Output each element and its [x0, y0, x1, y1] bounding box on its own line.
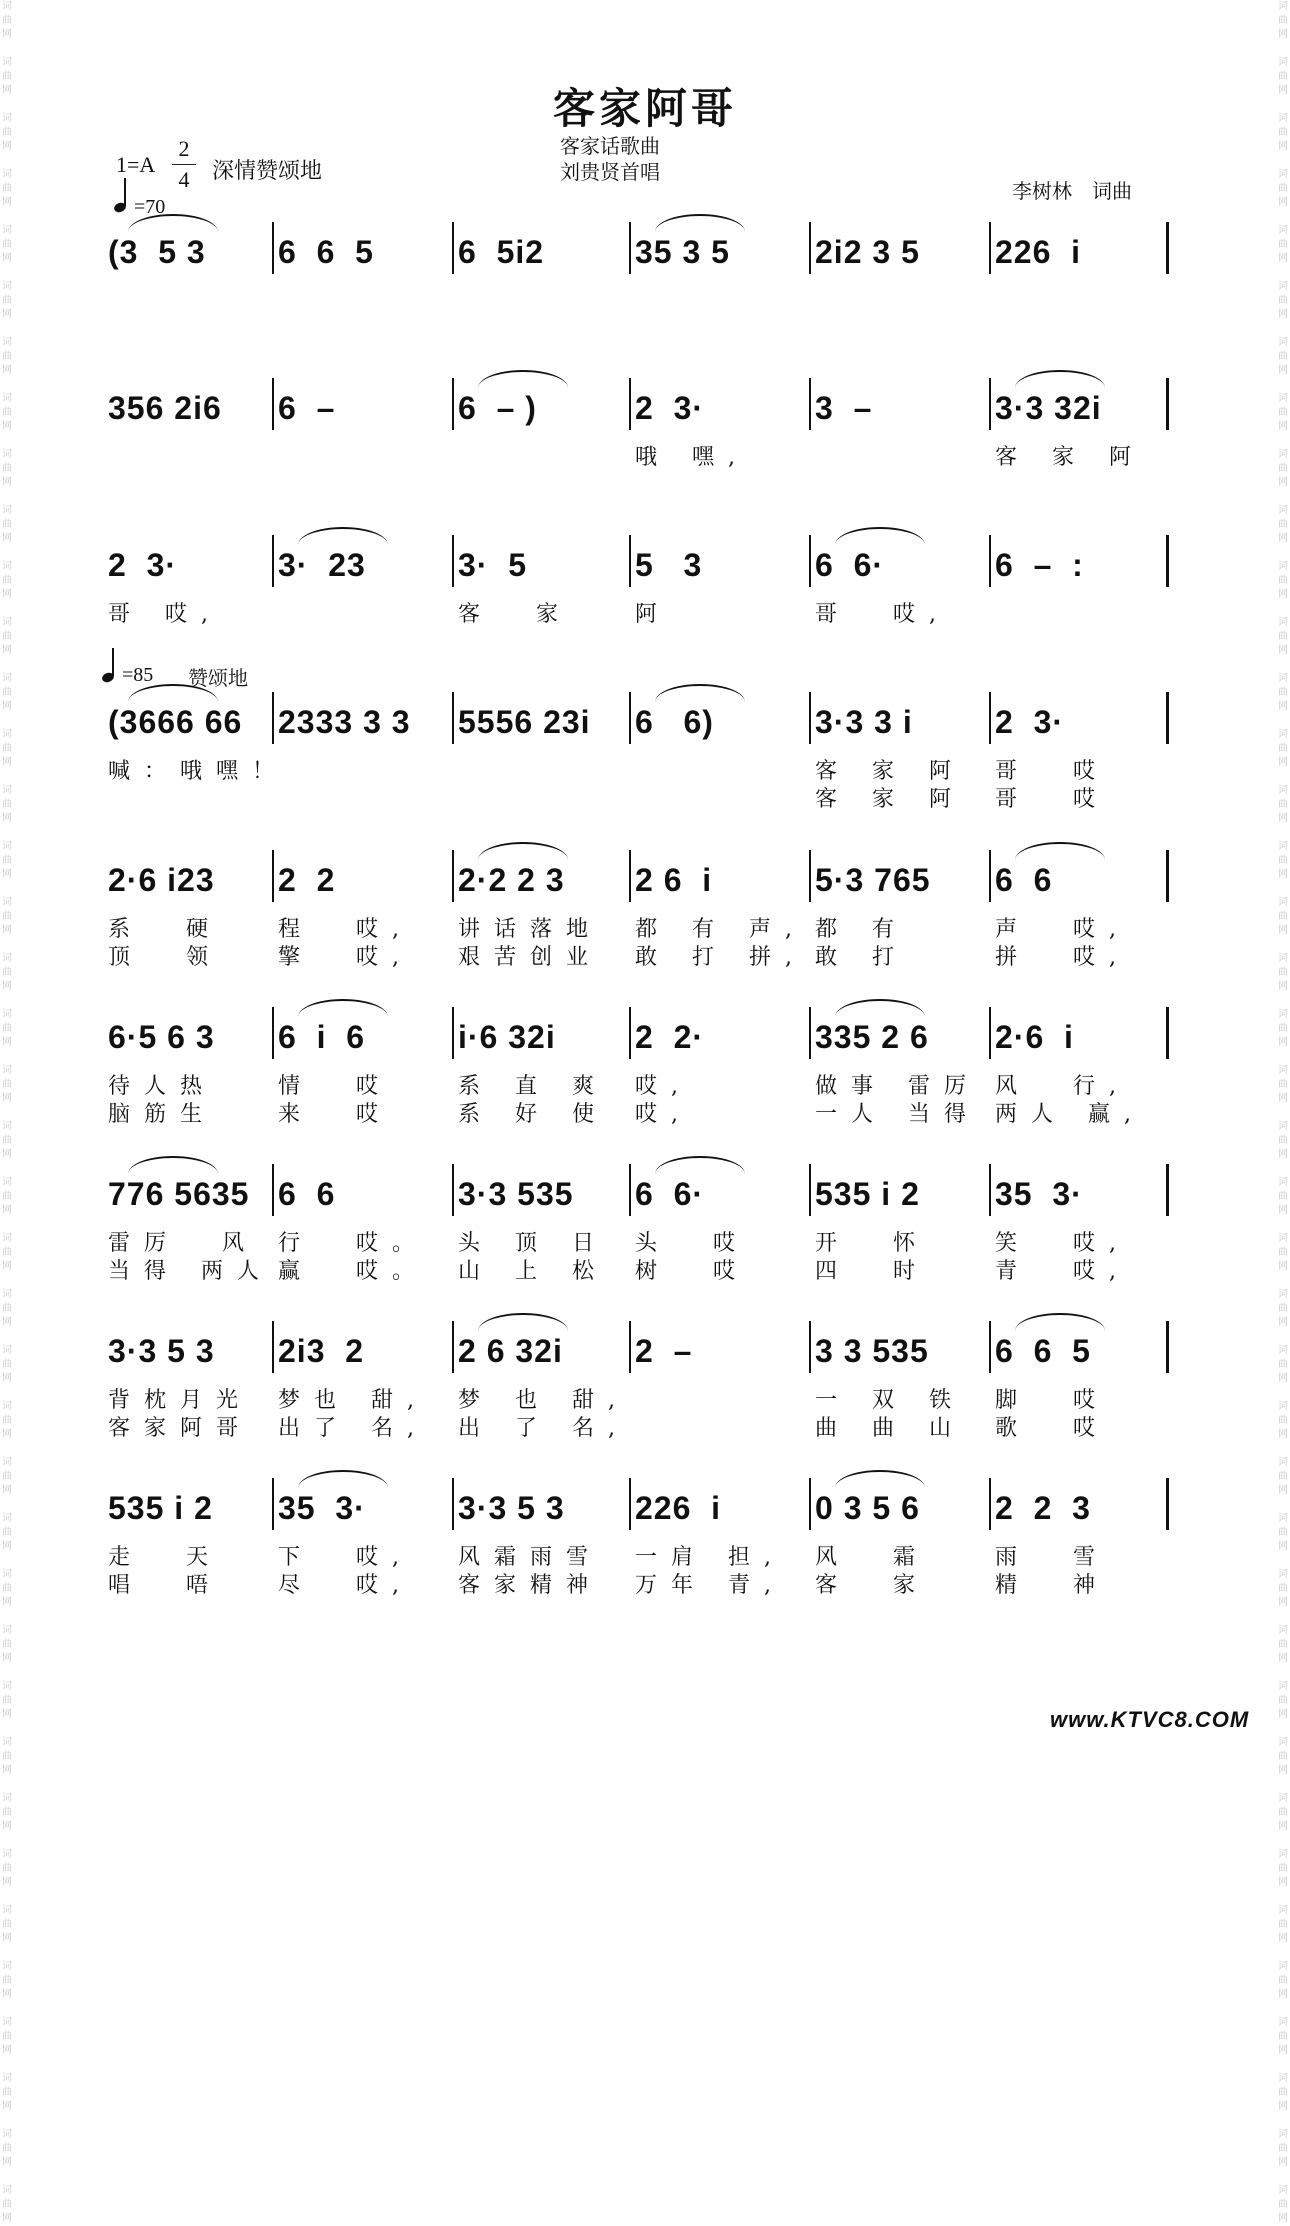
- measure-notes: 6 6: [278, 1176, 336, 1212]
- measure-notes: 6 – :: [995, 547, 1084, 583]
- lyric-text: 一人 当得: [815, 1102, 980, 1127]
- measure-notes: 2i2 3 5: [815, 234, 920, 270]
- bar-line: [452, 222, 454, 274]
- lyric-text: 脑筋生: [108, 1102, 217, 1127]
- measure-notes: i·6 32i: [458, 1019, 556, 1055]
- subtitle-genre: 客家话歌曲: [560, 134, 660, 158]
- bar-line: [629, 1321, 631, 1373]
- lyric-text: 哎,: [635, 1074, 692, 1099]
- bar-line: [989, 378, 991, 430]
- slur-mark: [1015, 370, 1105, 388]
- bar-line: [452, 850, 454, 902]
- lyric-text: 背枕月光: [108, 1388, 253, 1413]
- lyric-text: 行 哎。: [278, 1231, 428, 1256]
- measure-notes: 35 3 5: [635, 234, 730, 270]
- bar-line: [272, 378, 274, 430]
- bar-line: [272, 1321, 274, 1373]
- lyric-text: 待人热: [108, 1074, 217, 1099]
- tempo-marking: =70: [134, 196, 166, 218]
- bar-line: [989, 222, 991, 274]
- measure-notes: 2 6 32i: [458, 1333, 563, 1369]
- measure-notes: 6 6·: [815, 547, 885, 583]
- measure-notes: 2·6 i23: [108, 862, 215, 898]
- lyric-text: 精 神: [995, 1573, 1109, 1598]
- measure-notes: 2i3 2: [278, 1333, 365, 1369]
- bar-line: [989, 1478, 991, 1530]
- time-denominator: 4: [178, 167, 190, 192]
- lyric-text: 赢 哎。: [278, 1259, 428, 1284]
- measure-notes: 335 2 6: [815, 1019, 929, 1055]
- measure-notes: 2 –: [635, 1333, 693, 1369]
- slur-mark: [478, 370, 568, 388]
- measure-notes: 35 3·: [995, 1176, 1083, 1212]
- measure-notes: 3· 5: [458, 547, 528, 583]
- bar-line: [452, 1007, 454, 1059]
- lyric-text: 都 有 声,: [635, 917, 806, 942]
- lyric-text: 敢 打: [815, 945, 908, 970]
- lyric-text: 做事 雷厉: [815, 1074, 980, 1099]
- lyric-text: 客 家 阿: [815, 787, 965, 812]
- measure-notes: 6 i 6: [278, 1019, 366, 1055]
- bar-line: [809, 1321, 811, 1373]
- key-signature: 1=A: [116, 152, 156, 177]
- bar-line: [1166, 1478, 1169, 1530]
- composer-credit: 李树林 词曲: [1012, 179, 1132, 203]
- lyric-text: 当得 两人: [108, 1259, 273, 1284]
- measure-notes: 6 –: [278, 390, 336, 426]
- lyric-text: 擎 哎,: [278, 945, 413, 970]
- lyric-text: 唱 唔: [108, 1573, 222, 1598]
- lyric-text: 客 家: [815, 1573, 929, 1598]
- slur-mark: [478, 842, 568, 860]
- measure-notes: (3 5 3: [108, 234, 206, 270]
- measure-notes: 3·3 5 3: [108, 1333, 215, 1369]
- bar-line: [272, 1007, 274, 1059]
- lyric-text: 客 家 阿: [995, 445, 1145, 470]
- side-watermark-left: 词 曲 网 词 曲 网 词 曲 网 词 曲 网 词 曲 网 词 曲 网 词 曲 网 词 曲 网 词 曲 网 词 曲 网 词 曲 网 词 曲 网 词 曲 网 词 曲 网 词 曲 网 词 曲 网 词 曲 网 词 曲 网 词 曲 网 词 曲 网 词 曲 网 词 曲 网 词 曲 网 词 曲 网 词 曲 网 词 曲 网 词 曲 网 词 曲 网 词 曲 网 词 曲 网 词 曲 网 词 曲 网 词 曲 网 词 曲 网 词 曲 网 词 曲 网 词 曲 网 词 曲 网 词 曲 网 词 曲 网: [2, 1, 12, 2224]
- song-title: 客家阿哥: [552, 84, 737, 133]
- bar-line: [1166, 692, 1169, 744]
- time-numerator: 2: [178, 136, 190, 161]
- bar-line: [809, 535, 811, 587]
- lyric-text: 脚 哎: [995, 1388, 1109, 1413]
- bar-line: [452, 1321, 454, 1373]
- lyric-text: 客家精神: [458, 1573, 603, 1598]
- measure-notes: 6 6): [635, 704, 714, 740]
- bar-line: [1166, 1164, 1169, 1216]
- lyric-text: 梦也 甜,: [278, 1388, 428, 1413]
- lyric-text: 艰苦创业: [458, 945, 603, 970]
- measure-notes: 6·5 6 3: [108, 1019, 215, 1055]
- bar-line: [809, 1007, 811, 1059]
- bar-line: [272, 1164, 274, 1216]
- measure-notes: 5 3: [635, 547, 703, 583]
- slur-mark: [1015, 842, 1105, 860]
- bar-line: [809, 850, 811, 902]
- tempo-marking-2: =85: [122, 664, 154, 686]
- bar-line: [629, 850, 631, 902]
- bar-line: [629, 1478, 631, 1530]
- lyric-text: 梦 也 甜,: [458, 1388, 629, 1413]
- lyric-text: 来 哎: [278, 1102, 392, 1127]
- slur-mark: [835, 999, 925, 1017]
- bar-line: [452, 378, 454, 430]
- lyric-text: 树 哎: [635, 1259, 749, 1284]
- expression-mark: 深情赞颂地: [212, 159, 323, 184]
- measure-notes: 2 6 i: [635, 862, 713, 898]
- bar-line: [629, 222, 631, 274]
- lyric-text: 出了 名,: [278, 1416, 428, 1441]
- measure-notes: 3·3 535: [458, 1176, 574, 1212]
- bar-line: [272, 1478, 274, 1530]
- measure-notes: 6 5i2: [458, 234, 545, 270]
- measure-notes: 3 3 535: [815, 1333, 929, 1369]
- measure-notes: 6 – ): [458, 390, 537, 426]
- measure-notes: 5556 23i: [458, 704, 591, 740]
- lyric-text: 山 上 松: [458, 1259, 608, 1284]
- lyric-text: 哎,: [635, 1102, 692, 1127]
- bar-line: [452, 535, 454, 587]
- slur-mark: [298, 527, 388, 545]
- bar-line: [272, 692, 274, 744]
- bar-line: [809, 1164, 811, 1216]
- lyric-text: 系 硬: [108, 917, 222, 942]
- lyric-text: 走 天: [108, 1545, 222, 1570]
- lyric-text: 青 哎,: [995, 1259, 1130, 1284]
- bar-line: [452, 1164, 454, 1216]
- measure-notes: 3·3 3 i: [815, 704, 913, 740]
- lyric-text: 客 家 阿: [815, 759, 965, 784]
- lyric-text: 风霜雨雪: [458, 1545, 603, 1570]
- lyric-text: 哥 哎: [995, 787, 1109, 812]
- measure-notes: 2·6 i: [995, 1019, 1074, 1055]
- lyric-text: 雷厉 风: [108, 1231, 258, 1256]
- bar-line: [272, 535, 274, 587]
- measure-notes: 2333 3 3: [278, 704, 411, 740]
- slur-mark: [1015, 1313, 1105, 1331]
- bar-line: [809, 692, 811, 744]
- lyric-text: 下 哎,: [278, 1545, 413, 1570]
- lyric-text: 出 了 名,: [458, 1416, 629, 1441]
- lyric-text: 哥 哎,: [815, 602, 950, 627]
- bar-line: [1166, 1321, 1169, 1373]
- slur-mark: [835, 1470, 925, 1488]
- time-divider: [172, 164, 196, 165]
- bar-line: [989, 1007, 991, 1059]
- bar-line: [989, 1164, 991, 1216]
- lyric-text: 哥 哎,: [108, 602, 222, 627]
- lyric-text: 歌 哎: [995, 1416, 1109, 1441]
- measure-notes: 356 2i6: [108, 390, 222, 426]
- slur-mark: [655, 214, 745, 232]
- lyric-text: 都 有: [815, 917, 908, 942]
- bar-line: [272, 850, 274, 902]
- expression-mark-2: 赞颂地: [188, 666, 248, 690]
- measure-notes: 2 3·: [108, 547, 178, 583]
- bar-line: [989, 1321, 991, 1373]
- lyric-text: 系 好 使: [458, 1102, 608, 1127]
- bar-line: [629, 378, 631, 430]
- bar-line: [809, 222, 811, 274]
- lyric-text: 哥 哎: [995, 759, 1109, 784]
- subtitle-singer: 刘贵贤首唱: [560, 160, 660, 184]
- measure-notes: 3·3 5 3: [458, 1490, 565, 1526]
- lyric-text: 敢 打 拼,: [635, 945, 806, 970]
- measure-notes: 2·2 2 3: [458, 862, 565, 898]
- measure-notes: 226 i: [635, 1490, 722, 1526]
- bar-line: [452, 1478, 454, 1530]
- side-watermark-right: 词 曲 网 词 曲 网 词 曲 网 词 曲 网 词 曲 网 词 曲 网 词 曲 网 词 曲 网 词 曲 网 词 曲 网 词 曲 网 词 曲 网 词 曲 网 词 曲 网 词 曲 网 词 曲 网 词 曲 网 词 曲 网 词 曲 网 词 曲 网 词 曲 网 词 曲 网 词 曲 网 词 曲 网 词 曲 网 词 曲 网 词 曲 网 词 曲 网 词 曲 网 词 曲 网 词 曲 网 词 曲 网 词 曲 网 词 曲 网 词 曲 网 词 曲 网 词 曲 网 词 曲 网 词 曲 网 词 曲 网: [1278, 1, 1288, 2224]
- lyric-text: 拼 哎,: [995, 945, 1130, 970]
- lyric-text: 喊：哦嘿！: [108, 759, 289, 784]
- measure-notes: 6 6 5: [278, 234, 374, 270]
- slur-mark: [655, 684, 745, 702]
- measure-notes: 2 2 3: [995, 1490, 1091, 1526]
- bar-line: [809, 378, 811, 430]
- lyric-text: 情 哎: [278, 1074, 392, 1099]
- lyric-text: 两人 赢,: [995, 1102, 1145, 1127]
- lyric-text: 曲 曲 山: [815, 1416, 965, 1441]
- lyric-text: 头 哎: [635, 1231, 749, 1256]
- bar-line: [1166, 535, 1169, 587]
- bar-line: [1166, 1007, 1169, 1059]
- measure-notes: 35 3·: [278, 1490, 366, 1526]
- measure-notes: 2 2·: [635, 1019, 705, 1055]
- slur-mark: [298, 1470, 388, 1488]
- lyric-text: 风 霜: [815, 1545, 929, 1570]
- measure-notes: 6 6·: [635, 1176, 705, 1212]
- lyric-text: 系 直 爽: [458, 1074, 608, 1099]
- lyric-text: 四 时: [815, 1259, 929, 1284]
- slur-mark: [655, 1156, 745, 1174]
- measure-notes: 6 6: [995, 862, 1053, 898]
- bar-line: [629, 1007, 631, 1059]
- lyric-text: 开 怀: [815, 1231, 929, 1256]
- measure-notes: 2 3·: [635, 390, 705, 426]
- quarter-note-icon-stem-2: [112, 648, 114, 676]
- measure-notes: 6 6 5: [995, 1333, 1091, 1369]
- slur-mark: [478, 1313, 568, 1331]
- site-watermark: www.KTVC8.COM: [1050, 1707, 1250, 1732]
- lyric-text: 尽 哎,: [278, 1573, 413, 1598]
- lyric-text: 哦 嘿,: [635, 445, 749, 470]
- measure-notes: 5·3 765: [815, 862, 931, 898]
- slur-mark: [128, 1156, 218, 1174]
- lyric-text: 客 家: [458, 602, 572, 627]
- measure-notes: 535 i 2: [815, 1176, 920, 1212]
- lyric-text: 一肩 担,: [635, 1545, 785, 1570]
- bar-line: [1166, 378, 1169, 430]
- lyric-text: 客家阿哥: [108, 1416, 253, 1441]
- measure-notes: 2 2: [278, 862, 336, 898]
- lyric-text: 万年 青,: [635, 1573, 785, 1598]
- measure-notes: 2 3·: [995, 704, 1065, 740]
- lyric-text: 阿: [635, 602, 672, 627]
- slur-mark: [835, 527, 925, 545]
- bar-line: [629, 1164, 631, 1216]
- bar-line: [989, 850, 991, 902]
- lyric-text: 雨 雪: [995, 1545, 1109, 1570]
- bar-line: [629, 535, 631, 587]
- measure-notes: 3·3 32i: [995, 390, 1102, 426]
- measure-notes: 0 3 5 6: [815, 1490, 920, 1526]
- bar-line: [989, 535, 991, 587]
- measure-notes: 3· 23: [278, 547, 366, 583]
- bar-line: [629, 692, 631, 744]
- lyric-text: 风 行,: [995, 1074, 1130, 1099]
- measure-notes: 535 i 2: [108, 1490, 213, 1526]
- bar-line: [989, 692, 991, 744]
- measure-notes: (3666 66: [108, 704, 243, 740]
- lyric-text: 头 顶 日: [458, 1231, 608, 1256]
- slur-mark: [298, 999, 388, 1017]
- bar-line: [809, 1478, 811, 1530]
- lyric-text: 顶 领: [108, 945, 222, 970]
- lyric-text: 程 哎,: [278, 917, 413, 942]
- measure-notes: 3 –: [815, 390, 873, 426]
- bar-line: [1166, 850, 1169, 902]
- lyric-text: 声 哎,: [995, 917, 1130, 942]
- bar-line: [272, 222, 274, 274]
- time-signature: [170, 134, 198, 195]
- measure-notes: 226 i: [995, 234, 1082, 270]
- bar-line: [452, 692, 454, 744]
- bar-line: [1166, 222, 1169, 274]
- lyric-text: 讲话落地: [458, 917, 603, 942]
- lyric-text: 笑 哎,: [995, 1231, 1130, 1256]
- quarter-note-icon-stem: [124, 178, 126, 206]
- measure-notes: 776 5635: [108, 1176, 250, 1212]
- lyric-text: 一 双 铁: [815, 1388, 965, 1413]
